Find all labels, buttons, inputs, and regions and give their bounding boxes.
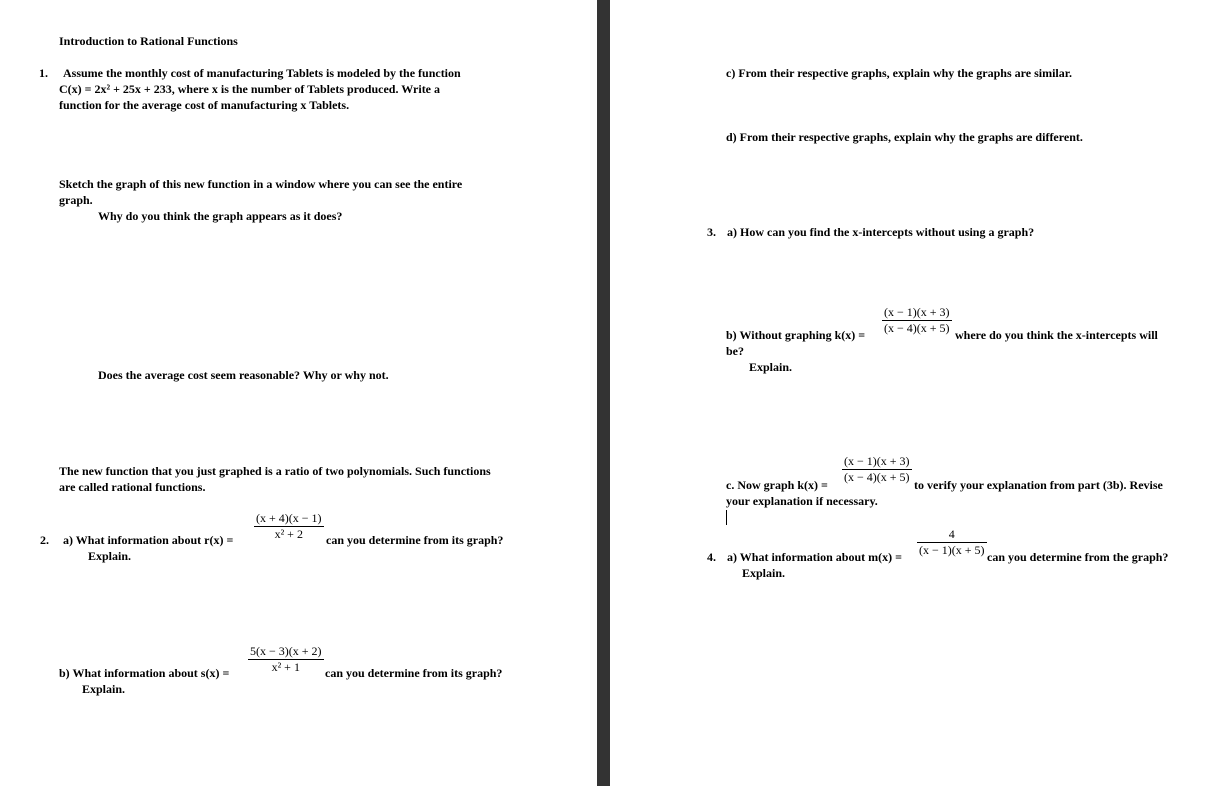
r-numerator: (x + 4)(x − 1) [256,511,322,525]
question-1-line-1: Assume the monthly cost of manufacturing Tablets is modeled by the function [63,66,461,80]
sketch-instruction-line-2: graph. [59,193,93,207]
question-4a-suffix: can you determine from the graph? [987,550,1169,564]
m-numerator: 4 [917,527,987,543]
question-3c-suffix: to verify your explanation from part (3b). Revise [914,478,1163,492]
question-2b-prefix: b) What information about s(x) = [59,666,230,680]
question-1-number: 1. [39,66,48,80]
worksheet-title: Introduction to Rational Functions [59,34,238,48]
question-2b-suffix: can you determine from its graph? [325,666,503,680]
k-fraction-3b [882,305,952,336]
m-fraction [917,527,987,558]
question-3b-explain: Explain. [749,360,793,374]
question-2b-explain: Explain. [82,682,126,696]
question-1-line-2: C(x) = 2x² + 25x + 233, where x is the number of Tablets produced. Write a [59,82,441,96]
s-numerator: 5(x − 3)(x + 2) [250,644,322,658]
sketch-instruction-line-1: Sketch the graph of this new function in a window where you can see the entire [59,177,463,191]
question-3c-line-2: your explanation if necessary. [726,494,878,508]
reasonable-question: Does the average cost seem reasonable? Why or why not. [98,368,389,382]
rational-definition-line-1: The new function that you just graphed is a ratio of two polynomials. Such functions [59,464,491,478]
question-3b-prefix: b) Without graphing k(x) = [726,328,866,342]
question-3c-prefix: c. Now graph k(x) = [726,478,828,492]
question-4a-explain: Explain. [742,566,786,580]
question-3b-line-2: be? [726,344,744,358]
r-denominator: x² + 2 [274,527,303,541]
why-graph-question: Why do you think the graph appears as it does? [98,209,343,223]
s-denominator: x² + 1 [271,660,300,674]
s-fraction [248,644,324,675]
question-2-number: 2. [40,533,49,547]
question-2a-suffix: can you determine from its graph? [326,533,504,547]
question-2c: c) From their respective graphs, explain why the graphs are similar. [726,66,1072,80]
rational-definition-line-2: are called rational functions. [59,480,206,494]
question-4a-prefix: a) What information about m(x) = [727,550,902,564]
k-fraction-3c [842,454,912,485]
question-4-number: 4. [707,550,716,564]
text-cursor[interactable] [726,510,727,525]
k-numerator-3c: (x − 1)(x + 3) [844,454,910,468]
question-3-number: 3. [707,225,716,239]
question-2a-prefix: a) What information about r(x) = [63,533,234,547]
question-2d: d) From their respective graphs, explain why the graphs are different. [726,130,1083,144]
k-denominator-3b: (x − 4)(x + 5) [884,321,950,335]
question-3a: a) How can you find the x-intercepts without using a graph? [727,225,1035,239]
left-page [0,0,597,786]
r-fraction [254,511,324,542]
k-denominator-3c: (x − 4)(x + 5) [844,470,910,484]
question-3b-suffix: where do you think the x-intercepts will [955,328,1158,342]
question-2a-explain: Explain. [88,549,132,563]
m-denominator: (x − 1)(x + 5) [919,543,985,557]
page-divider [597,0,610,786]
question-1-line-3: function for the average cost of manufacturing x Tablets. [59,98,350,112]
k-numerator-3b: (x − 1)(x + 3) [884,305,950,319]
